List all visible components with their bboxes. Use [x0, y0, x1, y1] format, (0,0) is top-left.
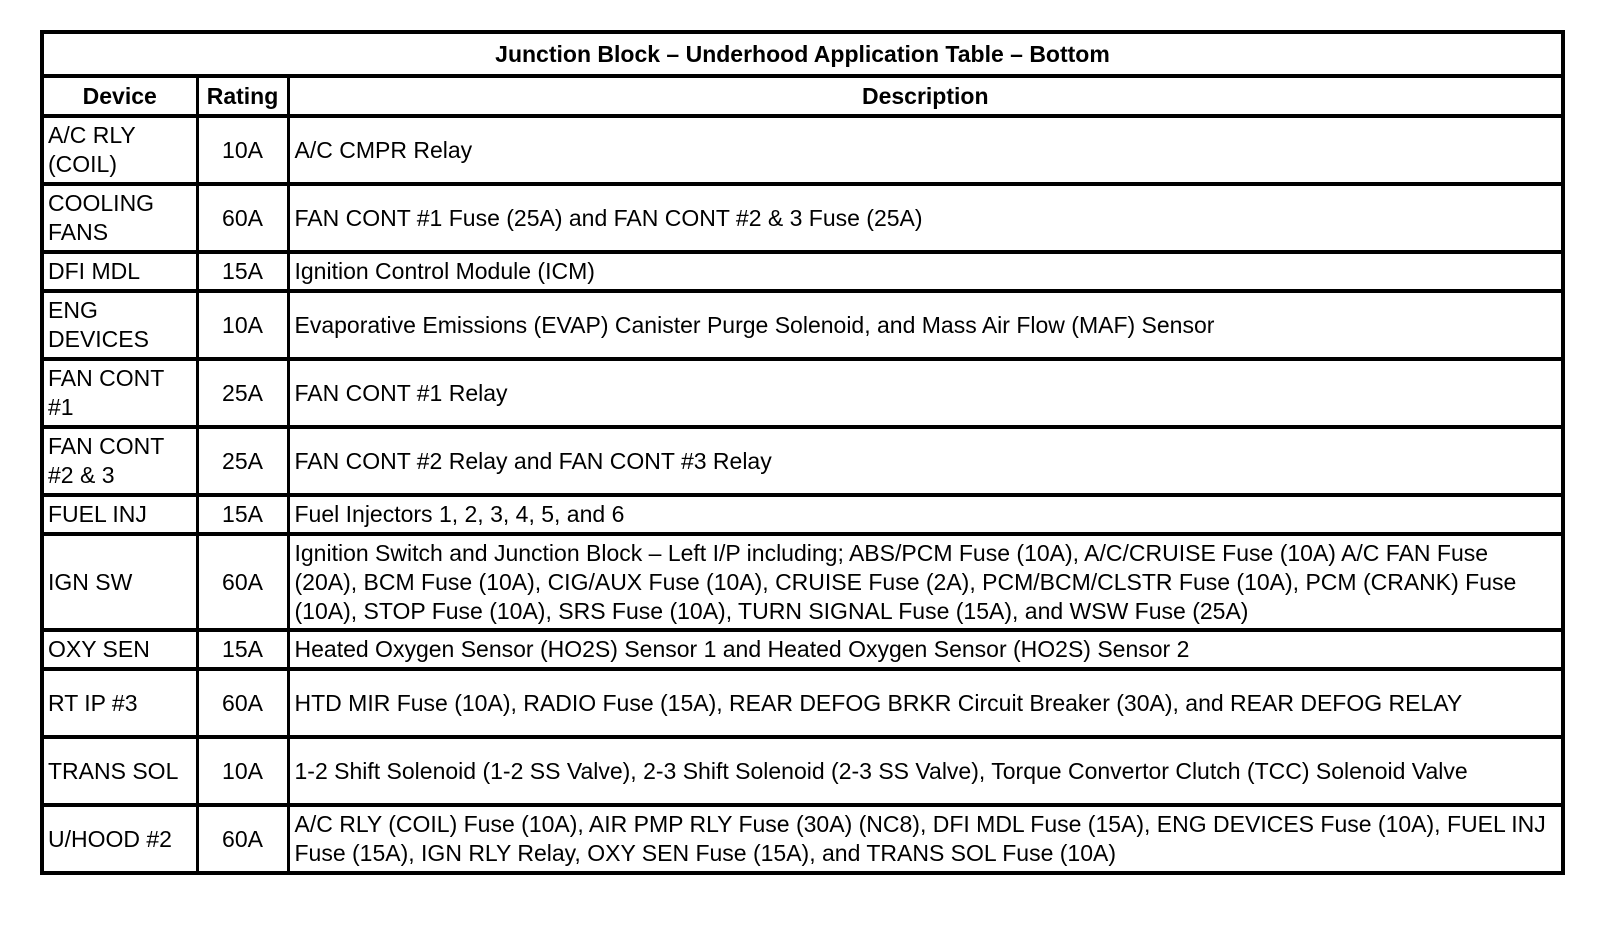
description-cell: FAN CONT #1 Relay: [288, 359, 1563, 427]
rating-cell: 15A: [197, 252, 288, 291]
table-row: [42, 116, 1563, 184]
junction-block-table: [40, 30, 1565, 875]
device-cell: TRANS SOL: [42, 737, 197, 805]
device-cell: ENG DEVICES: [42, 291, 197, 359]
table-row: [42, 495, 1563, 534]
table-row: [42, 805, 1563, 873]
description-cell: Fuel Injectors 1, 2, 3, 4, 5, and 6: [288, 495, 1563, 534]
device-cell: U/HOOD #2: [42, 805, 197, 873]
application-table-container: [40, 30, 1565, 875]
description-cell: A/C CMPR Relay: [288, 116, 1563, 184]
description-cell: 1-2 Shift Solenoid (1-2 SS Valve), 2-3 Shift Solenoid (2-3 SS Valve), Torque Convertor Clutch (TCC) Solenoid Valve: [288, 737, 1563, 805]
description-cell: A/C RLY (COIL) Fuse (10A), AIR PMP RLY Fuse (30A) (NC8), DFI MDL Fuse (15A), ENG DEVICES Fuse (10A), FUEL INJ Fuse (15A), IGN RLY Relay, OXY SEN Fuse (15A), and TRANS SOL Fuse (10A): [288, 805, 1563, 873]
description-cell: HTD MIR Fuse (10A), RADIO Fuse (15A), REAR DEFOG BRKR Circuit Breaker (30A), and REAR DEFOG RELAY: [288, 669, 1563, 737]
table-row: [42, 291, 1563, 359]
table-row: [42, 737, 1563, 805]
device-cell: COOLING FANS: [42, 184, 197, 252]
rating-cell: 10A: [197, 737, 288, 805]
table-title: Junction Block – Underhood Application Table – Bottom: [42, 32, 1563, 76]
rating-cell: 15A: [197, 495, 288, 534]
table-row: [42, 534, 1563, 630]
description-cell: FAN CONT #2 Relay and FAN CONT #3 Relay: [288, 427, 1563, 495]
table-row: [42, 252, 1563, 291]
rating-cell: 60A: [197, 805, 288, 873]
description-cell: Evaporative Emissions (EVAP) Canister Purge Solenoid, and Mass Air Flow (MAF) Sensor: [288, 291, 1563, 359]
table-row: [42, 669, 1563, 737]
description-cell: Ignition Switch and Junction Block – Left I/P including; ABS/PCM Fuse (10A), A/C/CRUISE Fuse (10A) A/C FAN Fuse (20A), BCM Fuse (10A), CIG/AUX Fuse (10A), CRUISE Fuse (2A), PCM/BCM/CLSTR Fuse (10A), PCM (CRANK) Fuse (10A), STOP Fuse (10A), SRS Fuse (10A), TURN SIGNAL Fuse (15A), and WSW Fuse (25A): [288, 534, 1563, 630]
rating-cell: 15A: [197, 630, 288, 669]
column-header-description: Description: [288, 76, 1563, 116]
rating-cell: 60A: [197, 534, 288, 630]
rating-cell: 60A: [197, 184, 288, 252]
description-cell: FAN CONT #1 Fuse (25A) and FAN CONT #2 & 3 Fuse (25A): [288, 184, 1563, 252]
device-cell: RT IP #3: [42, 669, 197, 737]
rating-cell: 25A: [197, 427, 288, 495]
rating-cell: 25A: [197, 359, 288, 427]
device-cell: OXY SEN: [42, 630, 197, 669]
column-header-rating: Rating: [197, 76, 288, 116]
table-row: [42, 427, 1563, 495]
device-cell: FAN CONT #1: [42, 359, 197, 427]
table-row: [42, 184, 1563, 252]
column-header-device: Device: [42, 76, 197, 116]
device-cell: FAN CONT #2 & 3: [42, 427, 197, 495]
rating-cell: 10A: [197, 116, 288, 184]
table-row: [42, 630, 1563, 669]
description-cell: Ignition Control Module (ICM): [288, 252, 1563, 291]
device-cell: FUEL INJ: [42, 495, 197, 534]
table-title-row: [42, 32, 1563, 76]
description-cell: Heated Oxygen Sensor (HO2S) Sensor 1 and Heated Oxygen Sensor (HO2S) Sensor 2: [288, 630, 1563, 669]
table-row: [42, 359, 1563, 427]
device-cell: IGN SW: [42, 534, 197, 630]
rating-cell: 10A: [197, 291, 288, 359]
device-cell: A/C RLY (COIL): [42, 116, 197, 184]
rating-cell: 60A: [197, 669, 288, 737]
table-header-row: [42, 76, 1563, 116]
device-cell: DFI MDL: [42, 252, 197, 291]
